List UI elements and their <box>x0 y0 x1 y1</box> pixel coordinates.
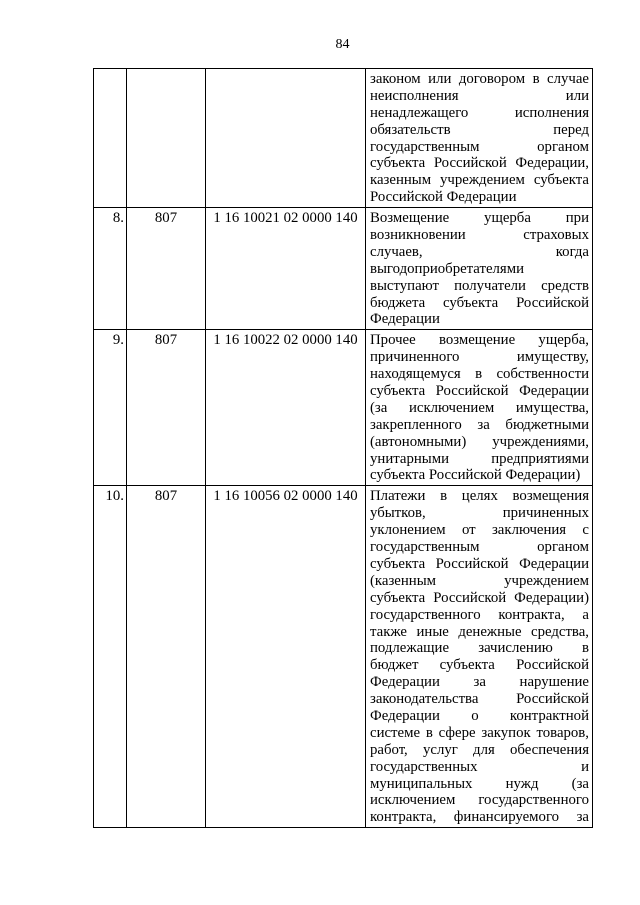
description-line: субъекта Российской Федерации) <box>370 467 581 484</box>
description-line: выгодоприобретателями <box>370 260 524 277</box>
description-line: Федерации за нарушение <box>370 674 589 691</box>
description-line: убытков, причиненных <box>370 505 589 522</box>
description-line: государственным органом <box>370 539 589 556</box>
description-line: Прочее возмещение ущерба, <box>370 332 589 349</box>
description-line: субъекта Российской Федерации, <box>370 155 589 172</box>
description-line: Возмещение ущерба при <box>370 210 589 227</box>
description-line: выступают получатели средств <box>370 277 589 294</box>
description-line: неисполнения или <box>370 87 589 104</box>
budget-classification-code: 1 16 10022 02 0000 140 <box>206 330 366 486</box>
description-line: обязательств перед <box>370 121 589 138</box>
description-line: Российской Федерации <box>370 189 517 206</box>
row-number: 9. <box>94 330 127 486</box>
description-line: унитарными предприятиями <box>370 450 589 467</box>
description-line: причиненного имуществу, <box>370 349 589 366</box>
description-line: находящемуся в собственности <box>370 366 589 383</box>
row-description <box>366 69 593 208</box>
row-description <box>366 208 593 330</box>
description-line: возникновении страховых <box>370 227 589 244</box>
description-line: работ, услуг для обеспечения <box>370 741 589 758</box>
admin-code: 807 <box>127 208 206 330</box>
budget-classification-code: 1 16 10021 02 0000 140 <box>206 208 366 330</box>
description-line: подлежащие зачислению в <box>370 640 589 657</box>
description-line: контракта, финансируемого за <box>370 809 589 826</box>
row-description <box>366 486 593 828</box>
description-line: государственного контракта, а <box>370 606 589 623</box>
description-line: субъекта Российской Федерации <box>370 383 589 400</box>
table-row <box>94 69 593 208</box>
description-line: также иные денежные средства, <box>370 623 589 640</box>
description-line: (казенным учреждением <box>370 572 589 589</box>
table-row <box>94 208 593 330</box>
budget-codes-table <box>93 68 593 828</box>
description-line: Федерации о контрактной <box>370 707 589 724</box>
description-line: законодательства Российской <box>370 691 589 708</box>
description-line: субъекта Российской Федерации <box>370 555 589 572</box>
row-number: 8. <box>94 208 127 330</box>
description-line: субъекта Российской Федерации) <box>370 589 589 606</box>
description-line: муниципальных нужд (за <box>370 775 589 792</box>
description-line: ненадлежащего исполнения <box>370 104 589 121</box>
description-line: Федерации <box>370 311 440 328</box>
description-line: бюджет субъекта Российской <box>370 657 589 674</box>
table-row <box>94 486 593 828</box>
row-number <box>94 69 127 208</box>
description-line: исключением государственного <box>370 792 589 809</box>
admin-code <box>127 69 206 208</box>
budget-classification-code <box>206 69 366 208</box>
description-line: (за исключением имущества, <box>370 399 589 416</box>
description-line: случаев, когда <box>370 243 589 260</box>
page-number: 84 <box>335 37 350 52</box>
admin-code: 807 <box>127 330 206 486</box>
admin-code: 807 <box>127 486 206 828</box>
budget-classification-code: 1 16 10056 02 0000 140 <box>206 486 366 828</box>
description-line: (автономными) учреждениями, <box>370 433 589 450</box>
description-line: казенным учреждением субъекта <box>370 172 589 189</box>
row-number: 10. <box>94 486 127 828</box>
row-description <box>366 330 593 486</box>
description-line: государственным органом <box>370 138 589 155</box>
description-line: бюджета субъекта Российской <box>370 294 589 311</box>
description-line: законом или договором в случае <box>370 71 589 87</box>
table-row <box>94 330 593 486</box>
description-line: системе в сфере закупок товаров, <box>370 724 589 741</box>
description-line: Платежи в целях возмещения <box>370 488 589 505</box>
description-line: закрепленного за бюджетными <box>370 416 589 433</box>
description-line: государственных и <box>370 758 589 775</box>
description-line: уклонением от заключения с <box>370 522 589 539</box>
